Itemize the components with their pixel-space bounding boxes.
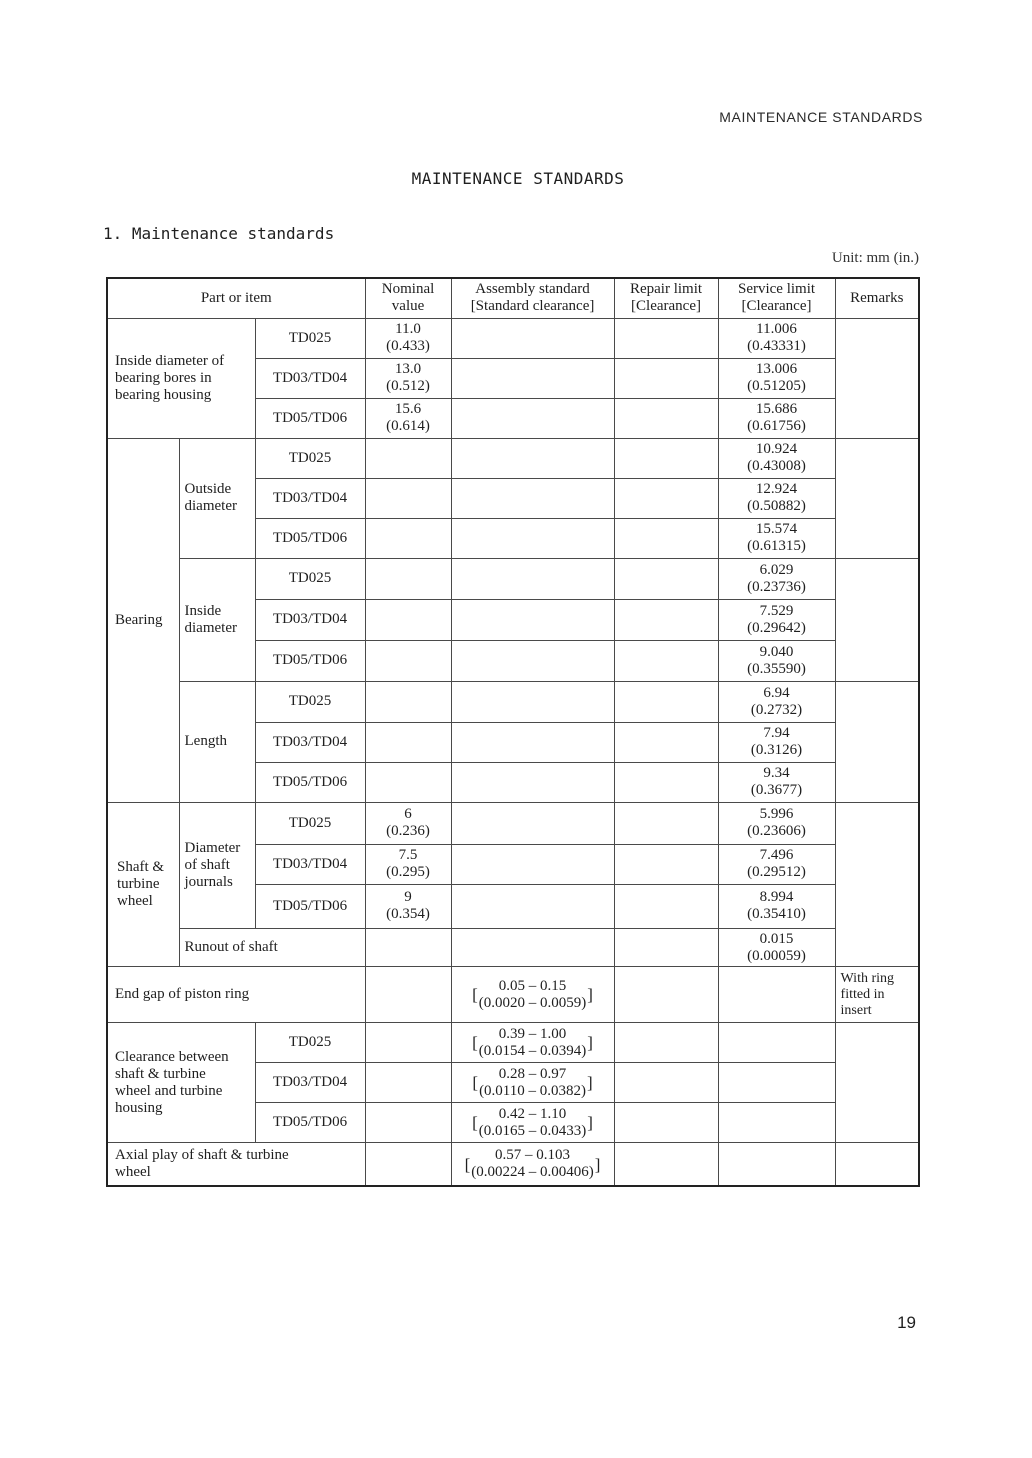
header-repair: Repair limit [Clearance] (614, 278, 718, 318)
model-td05-td06: TD05/TD06 (255, 640, 365, 681)
nominal-value: 6 (0.236) (365, 802, 451, 844)
service-limit: 13.006 (0.51205) (718, 358, 835, 398)
header-part: Part or item (107, 278, 365, 318)
model-td025: TD025 (255, 802, 365, 844)
model-td025: TD025 (255, 1023, 365, 1063)
remarks-cell: With ring fitted in insert (835, 967, 919, 1023)
assembly-standard: [ 0.28 – 0.97 (0.0110 – 0.0382) ] (451, 1063, 614, 1103)
service-limit: 7.94 (0.3126) (718, 722, 835, 762)
section-title: Maintenance standards (131, 224, 335, 243)
service-limit: 6.029 (0.23736) (718, 558, 835, 599)
model-td025: TD025 (255, 318, 365, 358)
service-limit: 12.924 (0.50882) (718, 478, 835, 518)
runout-label: Runout of shaft (179, 929, 365, 967)
axial-label: Axial play of shaft & turbine wheel (107, 1143, 365, 1186)
service-limit: 7.496 (0.29512) (718, 844, 835, 884)
table-row (107, 1143, 919, 1186)
section-heading (103, 224, 334, 243)
housing-label: Inside diameter of bearing bores in bearing housing (107, 318, 255, 438)
model-td025: TD025 (255, 558, 365, 599)
service-limit: 10.924 (0.43008) (718, 438, 835, 478)
header-remarks: Remarks (835, 278, 919, 318)
page-title: MAINTENANCE STANDARDS (411, 169, 625, 188)
assembly-standard: [ 0.05 – 0.15 (0.0020 – 0.0059) ] (451, 967, 614, 1023)
service-limit: 9.34 (0.3677) (718, 762, 835, 802)
maintenance-standards-table (106, 277, 920, 1187)
unit-note: Unit: mm (in.) (831, 250, 919, 266)
model-td05-td06: TD05/TD06 (255, 884, 365, 928)
section-number: 1. (103, 224, 123, 243)
table-row (107, 558, 919, 599)
table-row (107, 967, 919, 1023)
shaft-label: Shaft & turbine wheel (107, 802, 179, 966)
assembly-standard: [ 0.39 – 1.00 (0.0154 – 0.0394) ] (451, 1023, 614, 1063)
outside-diameter-label: Outside diameter (179, 438, 255, 558)
service-limit: 15.574 (0.61315) (718, 518, 835, 558)
model-td03-td04: TD03/TD04 (255, 722, 365, 762)
clearance-label: Clearance between shaft & turbine wheel and turbine housing (107, 1023, 255, 1143)
table-row (107, 929, 919, 967)
nominal-value: 11.0 (0.433) (365, 318, 451, 358)
length-label: Length (179, 681, 255, 802)
service-limit: 5.996 (0.23606) (718, 802, 835, 844)
service-limit: 0.015 (0.00059) (718, 929, 835, 967)
header-row (107, 278, 919, 318)
header-assembly: Assembly standard [Standard clearance] (451, 278, 614, 318)
page-number: 19 (897, 1313, 916, 1332)
table-row (107, 318, 919, 358)
assembly-standard: [ 0.42 – 1.10 (0.0165 – 0.0433) ] (451, 1103, 614, 1143)
model-td025: TD025 (255, 681, 365, 722)
service-limit: 15.686 (0.61756) (718, 398, 835, 438)
nominal-value: 15.6 (0.614) (365, 398, 451, 438)
journals-label: Diameter of shaft journals (179, 802, 255, 928)
service-limit: 8.994 (0.35410) (718, 884, 835, 928)
service-limit: 6.94 (0.2732) (718, 681, 835, 722)
inside-diameter-label: Inside diameter (179, 558, 255, 681)
model-td05-td06: TD05/TD06 (255, 398, 365, 438)
running-header: MAINTENANCE STANDARDS (719, 109, 923, 125)
table-row (107, 681, 919, 722)
header-nominal: Nominal value (365, 278, 451, 318)
header-service: Service limit [Clearance] (718, 278, 835, 318)
model-td05-td06: TD05/TD06 (255, 518, 365, 558)
model-td03-td04: TD03/TD04 (255, 599, 365, 640)
table-row (107, 438, 919, 478)
service-limit: 7.529 (0.29642) (718, 599, 835, 640)
service-limit: 9.040 (0.35590) (718, 640, 835, 681)
assembly-standard: [ 0.57 – 0.103 (0.00224 – 0.00406) ] (451, 1143, 614, 1186)
model-td03-td04: TD03/TD04 (255, 844, 365, 884)
nominal-value: 13.0 (0.512) (365, 358, 451, 398)
endgap-label: End gap of piston ring (107, 967, 365, 1023)
model-td03-td04: TD03/TD04 (255, 358, 365, 398)
table-row (107, 802, 919, 844)
nominal-value: 9 (0.354) (365, 884, 451, 928)
model-td05-td06: TD05/TD06 (255, 1103, 365, 1143)
bearing-label: Bearing (107, 438, 179, 802)
nominal-value: 7.5 (0.295) (365, 844, 451, 884)
model-td03-td04: TD03/TD04 (255, 1063, 365, 1103)
model-td05-td06: TD05/TD06 (255, 762, 365, 802)
model-td03-td04: TD03/TD04 (255, 478, 365, 518)
service-limit: 11.006 (0.43331) (718, 318, 835, 358)
model-td025: TD025 (255, 438, 365, 478)
table-row (107, 1023, 919, 1063)
